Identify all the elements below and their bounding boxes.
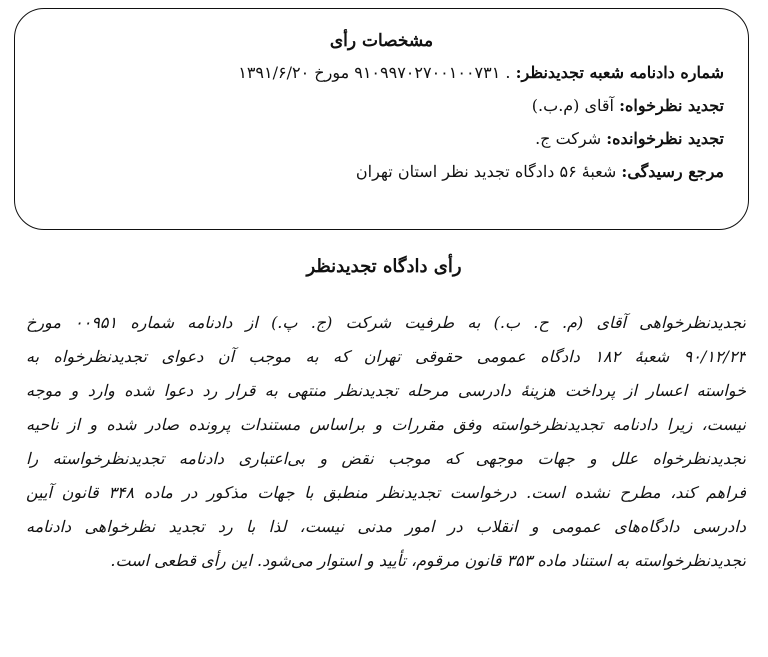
- appellant-value: آقای (م.ب.): [531, 96, 614, 115]
- ruling-line: دادرسی دادگاه‌های عمومی و انقلاب در امور مدنی نیست، لذا با رد تجدید نظرخواهی دادنامه: [26, 517, 746, 536]
- ruling-line: تجدیدنظرخواه علل و جهات موجهی که موجب نقض و بی‌اعتباری دادنامه تجدیدنظرخواسته را: [26, 449, 746, 468]
- case-number-line: [39, 56, 724, 89]
- ruling-body: [26, 306, 746, 578]
- ruling-line: تجدیدنظرخواهی آقای (م. ح. ب.) به طرفیت شرکت (ج. پ.) از دادنامه شماره ۰۰۹۵۱ مورخ: [26, 313, 746, 332]
- case-number-value: . ۹۱۰۹۹۷۰۲۷۰۰۱۰۰۷۳۱ مورخ ۱۳۹۱/۶/۲۰: [238, 63, 511, 82]
- ruling-line: نیست، زیرا دادنامه تجدیدنظرخواسته وفق مقررات و براساس مستندات پرونده صادر شده و از ناحیه: [26, 415, 746, 434]
- ruling-line: تجدیدنظرخواسته به استناد ماده ۳۵۳ قانون مرقوم، تأیید و استوار می‌شود. این رأی قطعی است.: [110, 551, 746, 570]
- case-number-label: شماره دادنامه شعبه تجدیدنظر:: [515, 63, 724, 82]
- authority-value: شعبهٔ ۵۶ دادگاه تجدید نظر استان تهران: [355, 162, 617, 181]
- appellant-line: [39, 89, 724, 122]
- specifications-title: مشخصات رأی: [329, 31, 434, 51]
- appellee-line: [39, 122, 724, 155]
- ruling-line: فراهم کند، مطرح نشده است. درخواست تجدیدنظر منطبق با جهات مذکور در ماده ۳۴۸ قانون آیین: [26, 483, 746, 502]
- appellee-value: شرکت ج.: [535, 129, 602, 148]
- authority-line: [39, 155, 724, 188]
- authority-label: مرجع رسیدگی:: [621, 162, 724, 181]
- ruling-line: خواسته اعسار از پرداخت هزینهٔ دادرسی مرحله تجدیدنظر منتهی به قرار رد دعوا شده وارد و موجه: [26, 381, 746, 400]
- ruling-specifications-box: [14, 8, 749, 230]
- ruling-line: ۹۰/۱۲/۲۳ شعبهٔ ۱۸۲ دادگاه عمومی حقوقی تهران که به موجب آن دعوای تجدیدنظرخواه به: [26, 347, 746, 366]
- appellant-label: تجدید نظرخواه:: [619, 96, 724, 115]
- ruling-title: رأی دادگاه تجدیدنظر: [306, 256, 462, 277]
- appellee-label: تجدید نظرخوانده:: [606, 129, 724, 148]
